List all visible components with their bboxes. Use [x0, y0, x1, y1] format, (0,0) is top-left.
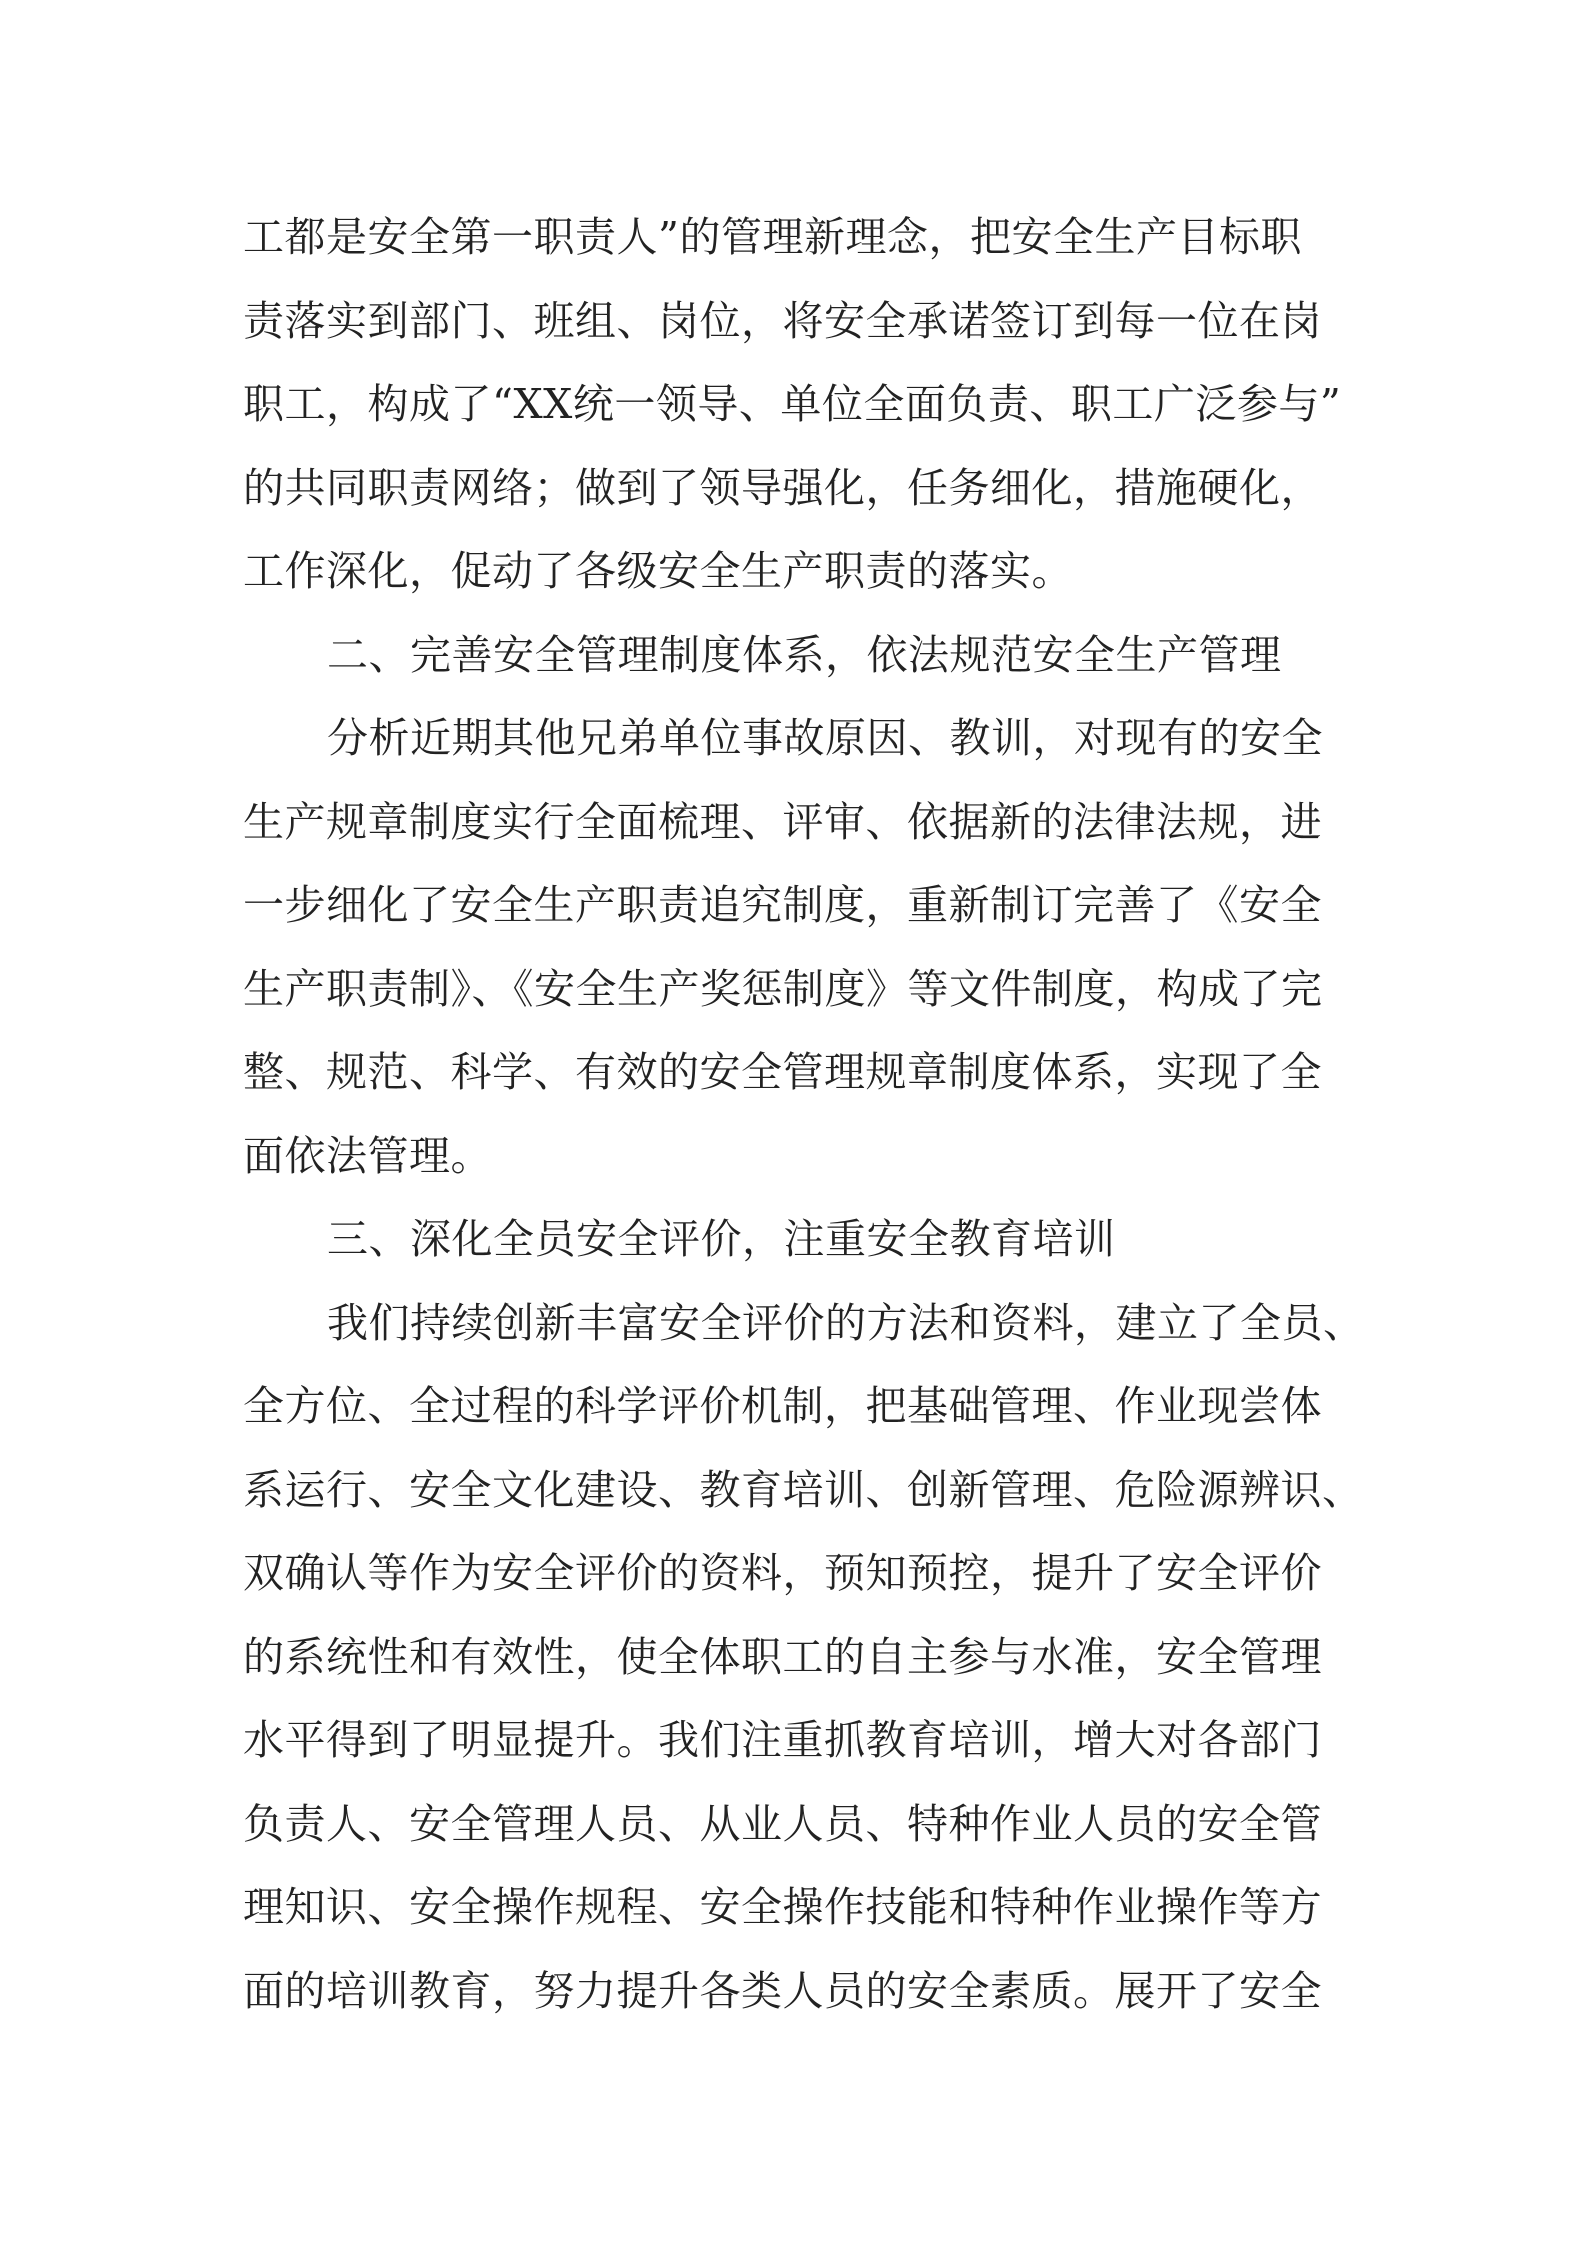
text-line: 整、规范、科学、有效的安全管理规章制度体系，实现了全 — [243, 1048, 1322, 1096]
text-line: 生产职责制》、《安全生产奖惩制度》等文件制度，构成了完 — [243, 964, 1323, 1013]
text-line: 面的培训教育，努力提升各类人员的安全素质。展开了安全 — [243, 1966, 1322, 2015]
text-line: 的系统性和有效性，使全体职工的自主参与水准，安全管理 — [243, 1632, 1322, 1681]
document-body — [243, 196, 1363, 2033]
text-line: 生产规章制度实行全面梳理、评审、依据新的法律法规，进 — [243, 797, 1322, 846]
text-line: 系运行、安全文化建设、教育培训、创新管理、危险源辨识、 — [243, 1465, 1364, 1514]
text-line: 水平得到了明显提升。我们注重抓教育培训，增大对各部门 — [243, 1716, 1322, 1764]
text-line: 全方位、全过程的科学评价机制，把基础管理、作业现尝体 — [243, 1382, 1322, 1430]
text-line: 理知识、安全操作规程、安全操作技能和特种作业操作等方 — [243, 1883, 1322, 1931]
text-line: 面依法管理。 — [243, 1131, 492, 1180]
text-line: 分析近期其他兄弟单位事故原因、教训，对现有的安全 — [327, 714, 1323, 762]
section-heading-3: 三、深化全员安全评价，注重安全教育培训 — [327, 1215, 1116, 1263]
text-line: 职工，构成了“XX统一领导、单位全面负责、职工广泛参与” — [243, 380, 1342, 428]
text-line: 我们持续创新丰富安全评价的方法和资料，建立了全员、 — [327, 1298, 1365, 1347]
text-line: 一步细化了安全生产职责追究制度，重新制订完善了《安全 — [243, 881, 1322, 929]
section-heading-2: 二、完善安全管理制度体系，依法规范安全生产管理 — [327, 630, 1282, 679]
text-line: 责落实到部门、班组、岗位，将安全承诺签订到每一位在岗 — [243, 296, 1322, 345]
text-line: 负责人、安全管理人员、从业人员、特种作业人员的安全管 — [243, 1799, 1322, 1848]
text-line: 工作深化，促动了各级安全生产职责的落实。 — [243, 547, 1073, 595]
text-line: 工都是安全第一职责人”的管理新理念，把安全生产目标职 — [243, 213, 1302, 261]
text-line: 的共同职责网络；做到了领导强化，任务细化，措施硬化， — [243, 463, 1322, 512]
text-line: 双确认等作为安全评价的资料，预知预控，提升了安全评价 — [243, 1549, 1322, 1597]
